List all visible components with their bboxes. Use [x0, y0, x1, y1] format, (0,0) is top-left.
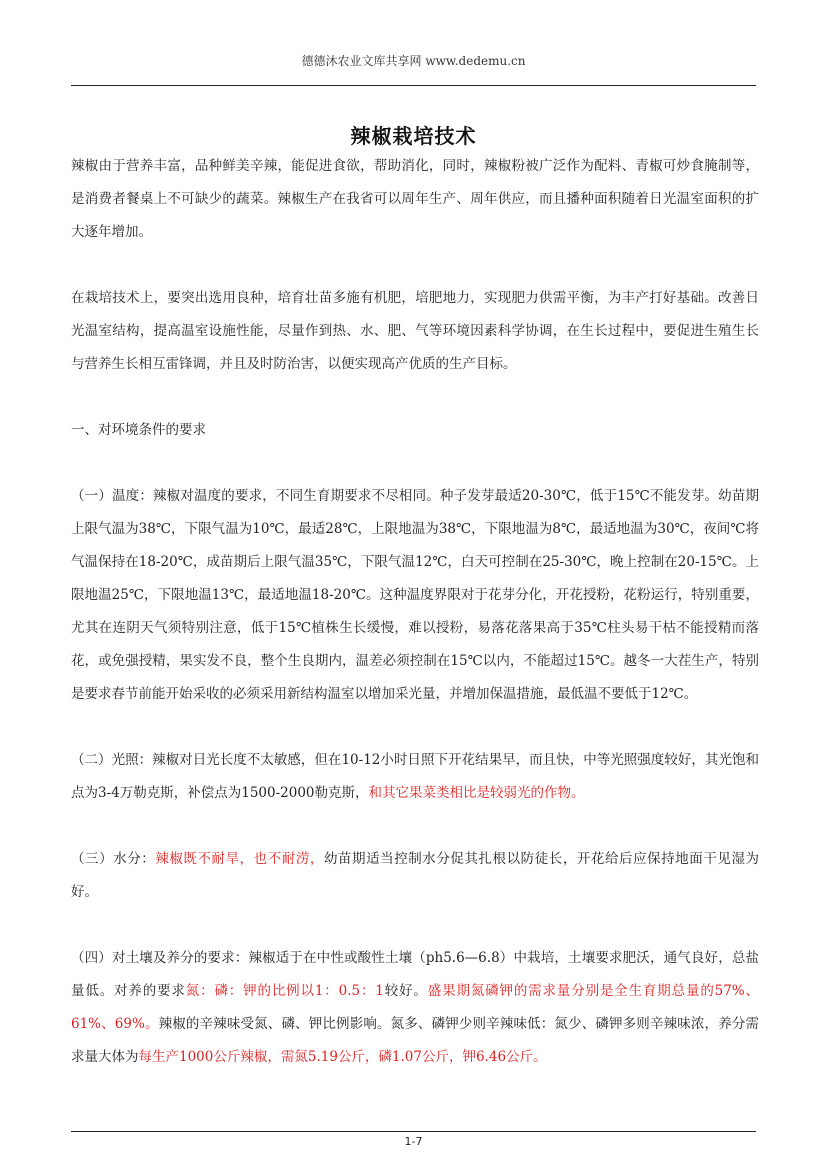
light-paragraph	[71, 744, 759, 810]
text-segment: 辣椒由于营养丰富，品种鲜美辛辣，能促进食欲，帮助消化，同时，辣椒粉被广泛作为配料、青椒可炒食腌制等，是消费者餐桌上不可缺少的蔬菜。辣椒生产在我省可以周年生产、周年供应，而且播种面积随着日光温室面积的扩大逐年增加。	[71, 158, 759, 240]
highlight-segment: 辣椒既不耐旱，也不耐涝，	[155, 851, 324, 867]
temperature-paragraph	[71, 480, 759, 711]
section-heading	[71, 414, 759, 447]
header-rule	[71, 85, 756, 86]
text-segment: （一）温度：辣椒对温度的要求，不同生育期要求不尽相同。种子发芽最适20-30℃，低于15℃不能发芽。幼苗期上限气温为38℃，下限气温为10℃，最适28℃，上限地温为38℃，下限地温为8℃，最适地温为30℃，夜间℃将气温保持在18-20℃，成苗期后上限气温35℃，下限气温12℃，白天可控制在25-30℃，晚上控制在20-15℃。上限地温25℃，下限地温13℃，最适地温18-20℃。这种温度界限对于花芽分化，开花授粉，花粉运行，特别重要，尤其在连阴天气须特别注意，低于15℃植株生长缓慢，难以授粉，易落花落果高于35℃柱头易干枯不能授精而落花，或免强授精，果实发不良，整个生良期内，温差必须控制在15℃以内，不能超过15℃。越冬一大茬生产，特别是要求春节前能开始采收的必须采用新结构温室以增加采光量，并增加保温措施，最低温不要低于12℃。	[71, 488, 759, 702]
intro-paragraph	[71, 150, 759, 249]
footer-rule	[71, 1131, 756, 1132]
document-title: 辣椒栽培技术	[350, 124, 477, 148]
text-segment: 幼苗期适当控制水分促其扎根以防徒长，开花给后应保持地面干见湿为好。	[71, 851, 759, 900]
highlight-segment: 和其它果菜类相比是较弱光的作物。	[368, 785, 585, 801]
text-segment: 辣椒的辛辣味受氮、磷、钾比例影响。氮多、磷钾少则辛辣味低：氮少、磷钾多则辛辣味浓，养分需求量大体为	[71, 1016, 759, 1065]
page-number: 1-7	[404, 1135, 423, 1148]
text-segment: 在栽培技术上，要突出选用良种，培育壮苗多施有机肥，培肥地力，实现肥力供需平衡，为丰产打好基础。改善日光温室结构，提高温室设施性能，尽量作到热、水、肥、气等环境因素科学协调，在生长过程中，要促进生殖生长与营养生长相互雷锋调，并且及时防治害，以便实现高产优质的生产目标。	[71, 290, 759, 372]
soil-paragraph	[71, 942, 759, 1074]
page-header: 德德沐农业文库共享网 www.dedemu.cn	[301, 54, 526, 68]
text-segment: （四）对土壤及养分的要求：辣椒适于在中性或酸性土壤（ph5.6—6.8）中栽培，土壤要求肥沃，通气良好，总盐量低。对养的要求	[71, 950, 759, 999]
document-body	[71, 150, 759, 1074]
technique-paragraph	[71, 282, 759, 381]
text-segment: 一、对环境条件的要求	[71, 422, 206, 438]
highlight-segment: 每生产1000公斤辣椒，需氮5.19公斤，磷1.07公斤，钾6.46公斤。	[138, 1049, 547, 1065]
highlight-segment: 盛果期氮磷钾的需求量分别是全生育期总量的57%、61%、69%。	[71, 983, 760, 1032]
highlight-segment: 氮：磷：钾的比例以1：0.5：1	[185, 983, 384, 999]
water-paragraph	[71, 843, 759, 909]
text-segment: 较好。	[383, 983, 428, 999]
text-segment: （二）光照：辣椒对日光长度不太敏感，但在10-12小时日照下开花结果早，而且快，中等光照强度较好，其光饱和点为3-4万勒克斯，补偿点为1500-2000勒克斯，	[71, 752, 759, 801]
text-segment: （三）水分：	[71, 851, 156, 867]
